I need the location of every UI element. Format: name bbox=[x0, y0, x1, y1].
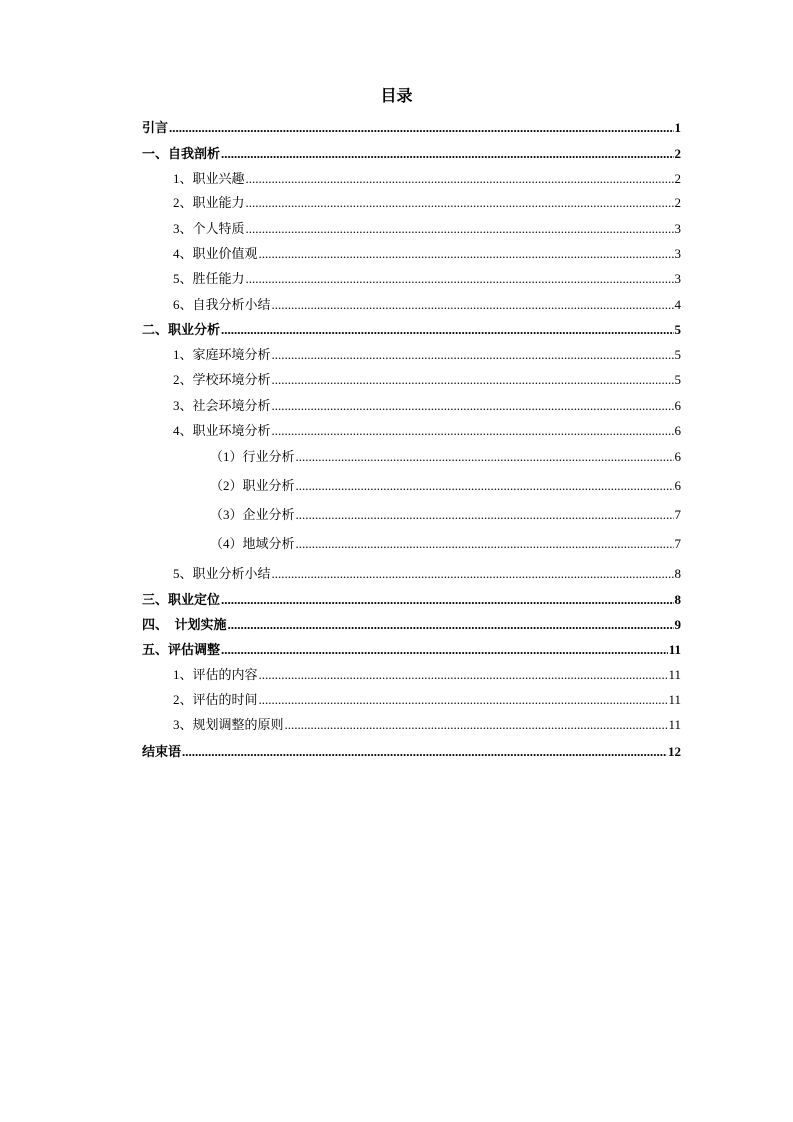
toc-entry-label: （4）地域分析 bbox=[210, 536, 295, 551]
toc-entry-label: 四、 计划实施 bbox=[142, 617, 227, 632]
toc-page-number: 6 bbox=[674, 423, 681, 438]
toc-subsection-entry bbox=[173, 717, 681, 733]
toc-entry-label: 5、职业分析小结 bbox=[173, 566, 271, 581]
toc-dot-leader bbox=[272, 372, 674, 388]
toc-dot-leader bbox=[285, 717, 668, 733]
toc-dot-leader bbox=[246, 271, 674, 287]
toc-entry-label: 二、职业分析 bbox=[142, 322, 221, 337]
toc-subsubsection-entry bbox=[210, 536, 681, 552]
toc-page-number: 6 bbox=[674, 449, 681, 464]
toc-page-number: 11 bbox=[668, 667, 681, 682]
toc-page-number: 9 bbox=[674, 617, 681, 632]
toc-entry-label: （3）企业分析 bbox=[210, 507, 295, 522]
toc-entry-label: 五、评估调整 bbox=[142, 642, 221, 657]
toc-dot-leader bbox=[296, 536, 674, 552]
toc-section-entry bbox=[142, 617, 681, 633]
toc-page-number: 6 bbox=[674, 398, 681, 413]
toc-subsection-entry bbox=[173, 372, 681, 388]
toc-page-number: 11 bbox=[668, 717, 681, 732]
toc-page-number: 8 bbox=[674, 566, 681, 581]
toc-entry-label: 2、评估的时间 bbox=[173, 692, 258, 707]
toc-dot-leader bbox=[259, 246, 674, 262]
toc-dot-leader bbox=[221, 146, 673, 162]
toc-entry-label: 3、规划调整的原则 bbox=[173, 717, 284, 732]
toc-entry-label: 3、社会环境分析 bbox=[173, 398, 271, 413]
toc-dot-leader bbox=[221, 642, 668, 658]
toc-dot-leader bbox=[182, 744, 667, 760]
toc-page-number: 7 bbox=[674, 507, 681, 522]
toc-subsection-entry bbox=[173, 423, 681, 439]
toc-page-number: 11 bbox=[668, 692, 681, 707]
toc-entry-label: 2、职业能力 bbox=[173, 195, 245, 210]
toc-page-number: 3 bbox=[674, 271, 681, 286]
toc-dot-leader bbox=[259, 692, 668, 708]
toc-section-entry bbox=[142, 322, 681, 338]
toc-entry-label: 三、职业定位 bbox=[142, 592, 221, 607]
toc-subsection-entry bbox=[173, 195, 681, 211]
toc-subsection-entry bbox=[173, 246, 681, 262]
toc-dot-leader bbox=[228, 617, 674, 633]
toc-dot-leader bbox=[221, 322, 673, 338]
toc-page-number: 6 bbox=[674, 478, 681, 493]
toc-subsection-entry bbox=[173, 566, 681, 582]
toc-subsection-entry bbox=[173, 271, 681, 287]
toc-section-entry bbox=[142, 592, 681, 608]
toc-page-number: 3 bbox=[674, 246, 681, 261]
toc-subsection-entry bbox=[173, 692, 681, 708]
toc-entry-label: 5、胜任能力 bbox=[173, 271, 245, 286]
toc-page-number: 1 bbox=[674, 120, 681, 135]
toc-dot-leader bbox=[246, 221, 674, 237]
toc-page-number: 4 bbox=[674, 297, 681, 312]
toc-dot-leader bbox=[272, 297, 674, 313]
toc-subsubsection-entry bbox=[210, 507, 681, 523]
toc-page-number: 5 bbox=[674, 372, 681, 387]
toc-entry-label: 4、职业环境分析 bbox=[173, 423, 271, 438]
toc-entry-label: 6、自我分析小结 bbox=[173, 297, 271, 312]
toc-page-number: 2 bbox=[674, 195, 681, 210]
toc-section-entry bbox=[142, 146, 681, 162]
toc-dot-leader bbox=[272, 423, 674, 439]
toc-section-entry bbox=[142, 120, 681, 136]
toc-entry-label: 1、评估的内容 bbox=[173, 667, 258, 682]
toc-dot-leader bbox=[259, 667, 668, 683]
toc-page-number: 7 bbox=[674, 536, 681, 551]
toc-entry-label: 引言 bbox=[142, 120, 169, 135]
toc-page-number: 5 bbox=[674, 347, 681, 362]
toc-dot-leader bbox=[296, 449, 674, 465]
page-title: 目录 bbox=[380, 88, 413, 105]
toc-dot-leader bbox=[272, 566, 674, 582]
toc-entry-label: 结束语 bbox=[142, 744, 182, 759]
toc-page-number: 11 bbox=[668, 642, 681, 657]
toc-subsection-entry bbox=[173, 221, 681, 237]
toc-subsection-entry bbox=[173, 347, 681, 363]
toc-page-number: 5 bbox=[674, 322, 681, 337]
toc-entry-label: （2）职业分析 bbox=[210, 478, 295, 493]
toc-page-number: 3 bbox=[674, 221, 681, 236]
toc-subsection-entry bbox=[173, 398, 681, 414]
toc-dot-leader bbox=[272, 398, 674, 414]
toc-dot-leader bbox=[246, 171, 674, 187]
toc-subsubsection-entry bbox=[210, 478, 681, 494]
toc-subsection-entry bbox=[173, 297, 681, 313]
toc-subsection-entry bbox=[173, 667, 681, 683]
toc-entry-label: 一、自我剖析 bbox=[142, 146, 221, 161]
toc-page-number: 12 bbox=[668, 744, 681, 759]
toc-entry-label: 1、职业兴趣 bbox=[173, 171, 245, 186]
toc-subsection-entry bbox=[173, 171, 681, 187]
toc-entry-label: 4、职业价值观 bbox=[173, 246, 258, 261]
toc-dot-leader bbox=[169, 120, 673, 136]
toc-entry-label: 3、个人特质 bbox=[173, 221, 245, 236]
toc-section-entry bbox=[142, 642, 681, 658]
toc-dot-leader bbox=[296, 507, 674, 523]
toc-section-entry bbox=[142, 744, 681, 760]
toc-entry-label: 2、学校环境分析 bbox=[173, 372, 271, 387]
toc-dot-leader bbox=[221, 592, 673, 608]
toc-page-number: 2 bbox=[674, 146, 681, 161]
toc-subsubsection-entry bbox=[210, 449, 681, 465]
toc-entry-label: 1、家庭环境分析 bbox=[173, 347, 271, 362]
toc-dot-leader bbox=[272, 347, 674, 363]
toc-dot-leader bbox=[246, 195, 674, 211]
toc-entry-label: （1）行业分析 bbox=[210, 449, 295, 464]
toc-page-number: 2 bbox=[674, 171, 681, 186]
toc-page-number: 8 bbox=[674, 592, 681, 607]
toc-dot-leader bbox=[296, 478, 674, 494]
